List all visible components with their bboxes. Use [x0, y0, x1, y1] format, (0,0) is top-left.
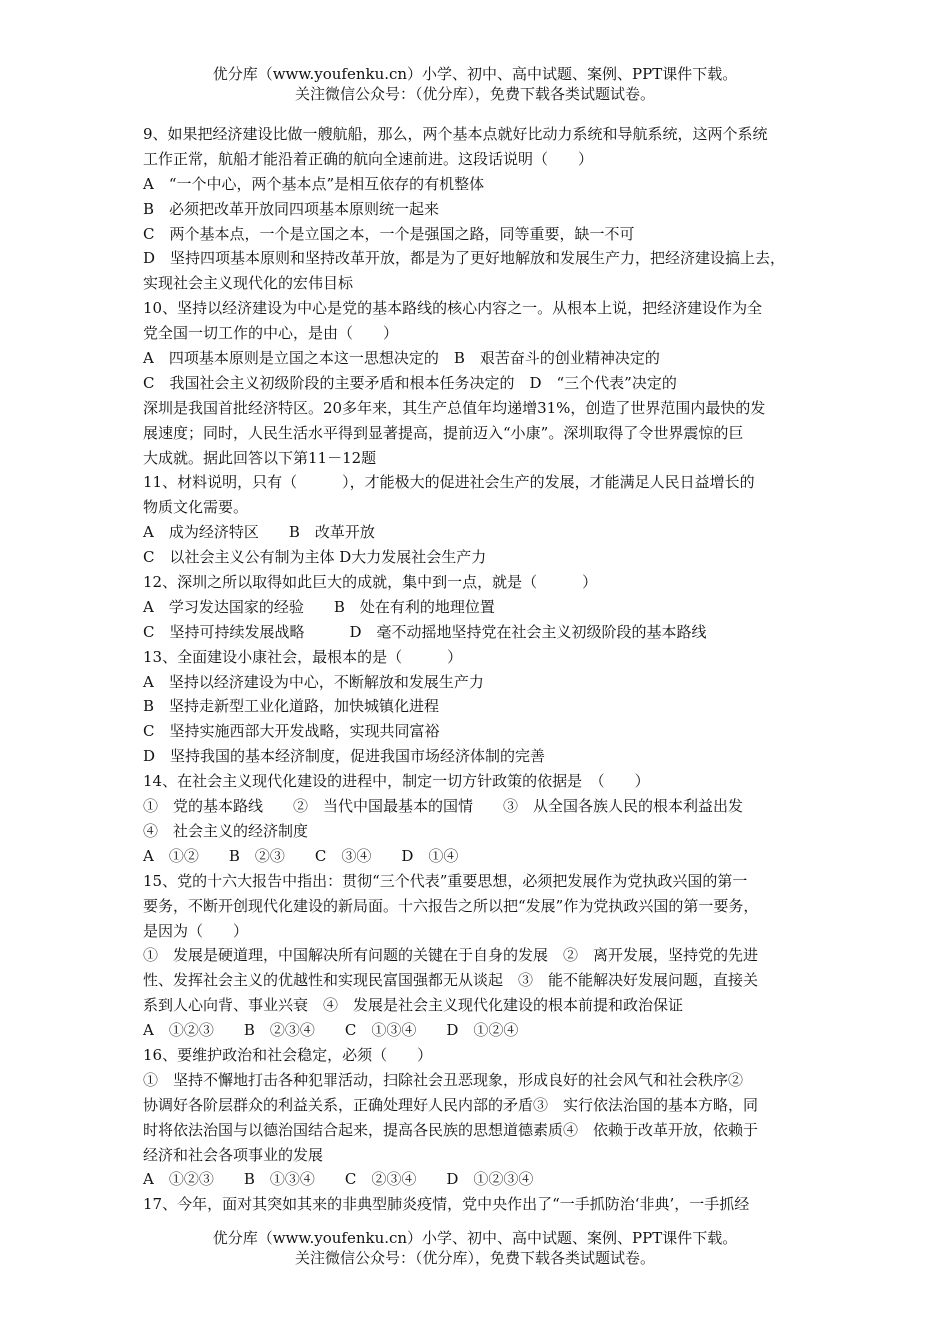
text-line: C 坚持实施西部大开发战略，实现共同富裕 — [143, 722, 440, 741]
text-line: D 坚持我国的基本经济制度，促进我国市场经济体制的完善 — [143, 747, 546, 766]
text-line: 系到人心向背、事业兴衰 ④ 发展是社会主义现代化建设的根本前提和政治保证 — [143, 996, 684, 1015]
page-header — [0, 64, 950, 104]
text-line: 10、坚持以经济建设为中心是党的基本路线的核心内容之一。从根本上说，把经济建设作为全 — [143, 299, 763, 318]
text-line: 党全国一切工作的中心，是由（ ） — [143, 324, 399, 343]
text-line: ① 党的基本路线 ② 当代中国最基本的国情 ③ 从全国各族人民的根本利益出发 — [143, 797, 744, 816]
text-line: 深圳是我国首批经济特区。20多年来，其生产总值年均递增31%，创造了世界范围内最快的发 — [143, 398, 766, 417]
text-line: 11、材料说明，只有（ ），才能极大的促进社会生产的发展，才能满足人民日益增长的 — [143, 473, 755, 492]
text-line: A “一个中心，两个基本点”是相互依存的有机整体 — [143, 174, 485, 193]
text-line: ① 坚持不懈地打击各种犯罪活动，扫除社会丑恶现象，形成良好的社会风气和社会秩序② — [143, 1070, 744, 1089]
text-line: 物质文化需要。 — [143, 498, 249, 517]
footer-line-2: 关注微信公众号：（优分库），免费下载各类试题试卷。 — [294, 1249, 655, 1267]
text-line: 是因为（ ） — [143, 921, 249, 940]
text-line: B 必须把改革开放同四项基本原则统一起来 — [143, 199, 440, 218]
text-line: 17、今年，面对其突如其来的非典型肺炎疫情，党中央作出了“一手抓防治‘非典’，一手抓经 — [143, 1195, 750, 1214]
text-line: A 坚持以经济建设为中心，不断解放和发展生产力 — [143, 672, 484, 691]
text-line: 要务，不断开创现代化建设的新局面。十六报告之所以把“发展”作为党执政兴国的第一要务， — [143, 896, 759, 915]
text-line: A 四项基本原则是立国之本这一思想决定的 B 艰苦奋斗的创业精神决定的 — [143, 349, 660, 368]
text-line: D 坚持四项基本原则和坚持改革开放，都是为了更好地解放和发展生产力，把经济建设搞上去， — [143, 249, 786, 268]
text-line: 协调好各阶层群众的利益关系，正确处理好人民内部的矛盾③ 实行依法治国的基本方略，同 — [143, 1095, 759, 1114]
text-line: 大成就。据此回答以下第11－12题 — [143, 448, 377, 467]
text-line: 性、发挥社会主义的优越性和实现民富国强都无从谈起 ③ 能不能解决好发展问题，直接关 — [143, 971, 759, 990]
text-line: C 两个基本点，一个是立国之本，一个是强国之路，同等重要，缺一不可 — [143, 224, 635, 243]
text-line: 12、深圳之所以取得如此巨大的成就，集中到一点，就是（ ） — [143, 573, 598, 592]
header-line-2: 关注微信公众号：（优分库），免费下载各类试题试卷。 — [294, 85, 655, 103]
text-line: 16、要维护政治和社会稳定，必须（ ） — [143, 1045, 433, 1064]
text-line: 实现社会主义现代化的宏伟目标 — [143, 274, 354, 293]
document-body — [143, 122, 823, 1217]
text-line: A ①② B ②③ C ③④ D ①④ — [143, 846, 459, 865]
text-line: A 学习发达国家的经验 B 处在有利的地理位置 — [143, 597, 495, 616]
text-line: 13、全面建设小康社会，最根本的是（ ） — [143, 647, 463, 666]
footer-line-1: 优分库（www.youfenku.cn）小学、初中、高中试题、案例、PPT课件下载。 — [212, 1229, 738, 1247]
text-line: C 我国社会主义初级阶段的主要矛盾和根本任务决定的 D “三个代表”决定的 — [143, 373, 677, 392]
text-line: 工作正常，航船才能沿着正确的航向全速前进。这段话说明（ ） — [143, 149, 594, 168]
text-line: A ①②③ B ①③④ C ②③④ D ①②③④ — [143, 1170, 534, 1189]
header-line-1: 优分库（www.youfenku.cn）小学、初中、高中试题、案例、PPT课件下载。 — [212, 65, 738, 83]
text-line: B 坚持走新型工业化道路，加快城镇化进程 — [143, 697, 440, 716]
text-line: A ①②③ B ②③④ C ①③④ D ①②④ — [143, 1021, 519, 1040]
text-line: 14、在社会主义现代化建设的进程中，制定一切方针政策的依据是 （ ） — [143, 772, 650, 791]
text-line: 时将依法治国与以德治国结合起来，提高各民族的思想道德素质④ 依赖于改革开放，依赖于 — [143, 1120, 759, 1139]
text-line: 展速度；同时，人民生活水平得到显著提高，提前迈入“小康”。深圳取得了令世界震惊的巨 — [143, 423, 744, 442]
text-line: 经济和社会各项事业的发展 — [143, 1145, 324, 1164]
text-line: 9、如果把经济建设比做一艘航船，那么，两个基本点就好比动力系统和导航系统，这两个系统 — [143, 125, 768, 143]
text-line: ④ 社会主义的经济制度 — [143, 821, 309, 840]
text-line: C 以社会主义公有制为主体 D大力发展社会生产力 — [143, 548, 487, 567]
text-line: A 成为经济特区 B 改革开放 — [143, 523, 375, 542]
text-line: C 坚持可持续发展战略 D 毫不动摇地坚持党在社会主义初级阶段的基本路线 — [143, 622, 707, 641]
text-line: ① 发展是硬道理，中国解决所有问题的关键在于自身的发展 ② 离开发展，坚持党的先进 — [143, 946, 759, 965]
page-footer — [0, 1228, 950, 1268]
text-line: 15、党的十六大报告中指出：贯彻“三个代表”重要思想，必须把发展作为党执政兴国的第一 — [143, 871, 748, 890]
